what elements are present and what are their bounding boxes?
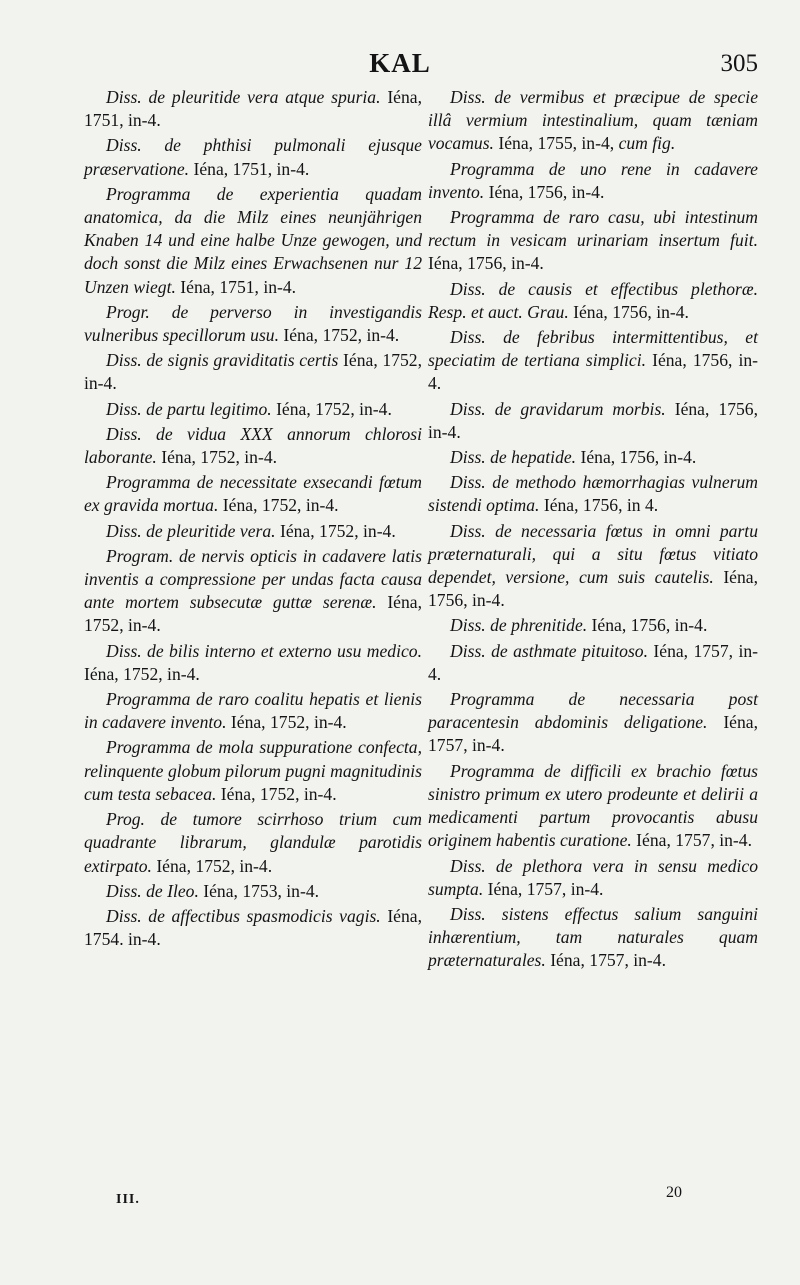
entry-imprint: Iéna, 1752, in-4. bbox=[84, 663, 200, 684]
entry-imprint: Iéna, 1756, in-4. bbox=[484, 181, 605, 202]
entry-title: Diss. de vermibus et præcipue de specie illâ vermium intestinalium, quam tæniam vocamus. bbox=[428, 87, 758, 154]
entry-title: Prog. de tumore scirrhoso trium cum quadrante librarum, glandulæ parotidis extirpato. bbox=[84, 809, 422, 876]
page-footer bbox=[0, 1184, 800, 1222]
bibliography-entry bbox=[428, 903, 758, 973]
entry-title: Programma de mola suppuratione confecta, relinquente globum pilorum pugni magnitudinis cum testa sebacea. bbox=[84, 737, 422, 804]
bibliography-entry bbox=[428, 640, 758, 686]
entry-imprint: Iéna, 1756, in-4. bbox=[428, 398, 758, 442]
entry-title: Diss. de phthisi pulmonali ejusque præservatione. bbox=[84, 135, 422, 179]
entry-imprint: Iéna, 1751, in-4. bbox=[175, 276, 297, 297]
bibliography-entry bbox=[84, 520, 422, 543]
bibliography-entry bbox=[84, 736, 422, 806]
entry-imprint: Iéna, 1752, in-4. bbox=[84, 350, 423, 394]
bibliography-entry bbox=[84, 640, 422, 686]
bibliography-entry bbox=[428, 446, 758, 469]
entry-imprint: Iéna, 1752, in-4. bbox=[156, 447, 278, 468]
entry-imprint: Iéna, 1752, in-4. bbox=[218, 495, 339, 516]
bibliography-entry bbox=[84, 688, 422, 734]
entry-imprint: Iéna, 1752, in-4. bbox=[216, 783, 337, 804]
entry-title: Diss. de gravidarum morbis. bbox=[450, 398, 666, 419]
catchword: 20 bbox=[666, 1184, 682, 1201]
entry-imprint: Iéna, 1752, in-4. bbox=[84, 592, 422, 636]
bibliography-entry bbox=[428, 86, 758, 156]
entry-title: Diss. de bilis interno et externo usu medico. bbox=[106, 640, 422, 661]
bibliography-entry bbox=[428, 471, 758, 517]
bibliography-entry bbox=[428, 206, 758, 276]
entry-imprint: Iéna, 1756, in 4. bbox=[539, 495, 659, 516]
bibliography-entry bbox=[428, 614, 758, 637]
entry-title: Programma de difficili ex brachio fœtus sinistro primum ex utero prodeunte et delirii a medicamenti partum provocantis abusu originem habentis curatione. bbox=[428, 760, 758, 851]
entry-title: Diss. de phrenitide. bbox=[450, 615, 588, 636]
entry-imprint: Iéna, 1756, in-4. bbox=[428, 567, 758, 611]
entry-title: Diss. de partu legitimo. bbox=[106, 398, 272, 419]
bibliography-entry bbox=[428, 278, 758, 324]
entry-title: Programma de uno rene in cadavere invento. bbox=[428, 158, 758, 202]
entry-imprint: Iéna, 1752, in-4. bbox=[278, 325, 400, 346]
entry-imprint: Iéna, 1755, in-4, bbox=[493, 133, 619, 154]
bibliography-entry bbox=[84, 423, 422, 469]
entry-imprint: Iéna, 1753, in-4. bbox=[198, 880, 320, 901]
bibliography-entry bbox=[84, 905, 422, 951]
bibliography-entry bbox=[84, 545, 422, 638]
bibliography-entry bbox=[428, 855, 758, 901]
signature-mark: III. bbox=[116, 1192, 140, 1207]
entry-imprint: Iéna, 1757, in-4. bbox=[631, 830, 752, 851]
entry-title: Diss. de causis et effectibus plethoræ. Resp. et auct. Grau. bbox=[428, 278, 758, 322]
entry-imprint: Iéna, 1751, in-4. bbox=[84, 87, 422, 131]
entry-imprint: Iéna, 1757, in-4. bbox=[428, 640, 758, 684]
entry-title: Diss. de vidua XXX annorum chlorosi laborante. bbox=[84, 423, 422, 468]
bibliography-entry bbox=[84, 398, 422, 421]
entry-title: Diss. de pleuritide vera atque spuria. bbox=[106, 87, 381, 107]
bibliography-entry bbox=[84, 86, 422, 132]
entry-imprint: Iéna, 1756, in-4. bbox=[587, 615, 708, 636]
entry-title: Diss. sistens effectus salium sanguini inhærentium, tam naturales quam præternaturales. bbox=[428, 903, 758, 971]
entry-title: Diss. de febribus intermittentibus, et speciatim de tertiana simplici. bbox=[428, 327, 758, 371]
bibliography-entry bbox=[428, 760, 758, 853]
entry-imprint: Iéna, 1752, in-4. bbox=[151, 855, 273, 876]
left-column bbox=[84, 86, 422, 953]
entry-title: Programma de raro casu, ubi intestinum rectum in vesicam urinariam insertum fuit. bbox=[428, 207, 758, 251]
entry-imprint: Iéna, 1757, in-4. bbox=[545, 950, 666, 971]
entry-imprint: Iéna, 1757, in-4. bbox=[483, 878, 604, 899]
entry-imprint: Iéna, 1754. in-4. bbox=[84, 905, 422, 950]
entry-title: Diss. de asthmate pituitoso. bbox=[450, 640, 648, 661]
entry-imprint: Iéna, 1752, in-4. bbox=[271, 398, 392, 419]
page-header bbox=[0, 48, 800, 84]
entry-title: Diss. de methodo hæmorrhagias vulnerum sistendi optima. bbox=[428, 472, 758, 516]
right-column bbox=[428, 86, 758, 975]
bibliography-entry bbox=[84, 301, 422, 347]
entry-note: cum fig. bbox=[618, 133, 676, 154]
bibliography-entry bbox=[84, 880, 422, 903]
bibliography-entry bbox=[84, 349, 422, 395]
entry-imprint: Iéna, 1756, in-4. bbox=[576, 447, 697, 468]
entry-title: Progr. de perverso in investigandis vulneribus specillorum usu. bbox=[84, 301, 422, 346]
entry-title: Programma de necessitate exsecandi fœtum ex gravida mortua. bbox=[84, 472, 422, 516]
entry-title: Programma de experientia quadam anatomica, da die Milz eines neunjährigen Knaben 14 und eine halbe Unze gewogen, und doch sonst die Milz eines Erwachsenen nur 12 Unzen wiegt. bbox=[84, 183, 422, 297]
entry-imprint: Iéna, 1756, in-4. bbox=[428, 350, 758, 394]
entry-title: Diss. de pleuritide vera. bbox=[106, 520, 276, 541]
page-number: 305 bbox=[720, 50, 758, 77]
entry-title: Diss. de necessaria fœtus in omni partu præternaturali, qui a situ fœtus vitiato dependet, versione, cum suis cautelis. bbox=[428, 520, 758, 588]
entry-imprint: Iéna, 1752, in-4. bbox=[275, 520, 396, 541]
bibliography-entry bbox=[428, 398, 758, 444]
bibliography-entry bbox=[84, 183, 422, 299]
entry-title: Diss. de plethora vera in sensu medico sumpta. bbox=[428, 855, 758, 899]
bibliography-entry bbox=[84, 471, 422, 517]
entry-title: Diss. de Ileo. bbox=[106, 880, 199, 901]
entry-title: Programma de necessaria post paracentesin abdominis deligatione. bbox=[428, 689, 758, 733]
entry-title: Programma de raro coalitu hepatis et lienis in cadavere invento. bbox=[84, 689, 422, 733]
entry-title: Diss. de hepatide. bbox=[450, 447, 577, 468]
bibliography-entry bbox=[428, 158, 758, 204]
entry-imprint: Iéna, 1757, in-4. bbox=[428, 712, 758, 756]
bibliography-entry bbox=[84, 134, 422, 180]
bibliography-entry bbox=[84, 808, 422, 878]
entry-title: Program. de nervis opticis in cadavere latis inventis a compressione per undas facta causa ante mortem subsecutæ guttæ serenæ. bbox=[84, 545, 422, 613]
entry-imprint: Iéna, 1752, in-4. bbox=[226, 712, 347, 733]
entry-imprint: Iéna, 1756, in-4. bbox=[568, 301, 689, 322]
bibliography-entry bbox=[428, 688, 758, 758]
entry-imprint: Iéna, 1751, in-4. bbox=[189, 158, 310, 179]
bibliography-entry bbox=[428, 326, 758, 396]
entry-imprint: Iéna, 1756, in-4. bbox=[428, 253, 544, 274]
running-head: KAL bbox=[369, 48, 431, 78]
entry-title: Diss. de signis graviditatis certis bbox=[106, 350, 339, 371]
entry-title: Diss. de affectibus spasmodicis vagis. bbox=[106, 905, 381, 926]
bibliography-entry bbox=[428, 520, 758, 613]
